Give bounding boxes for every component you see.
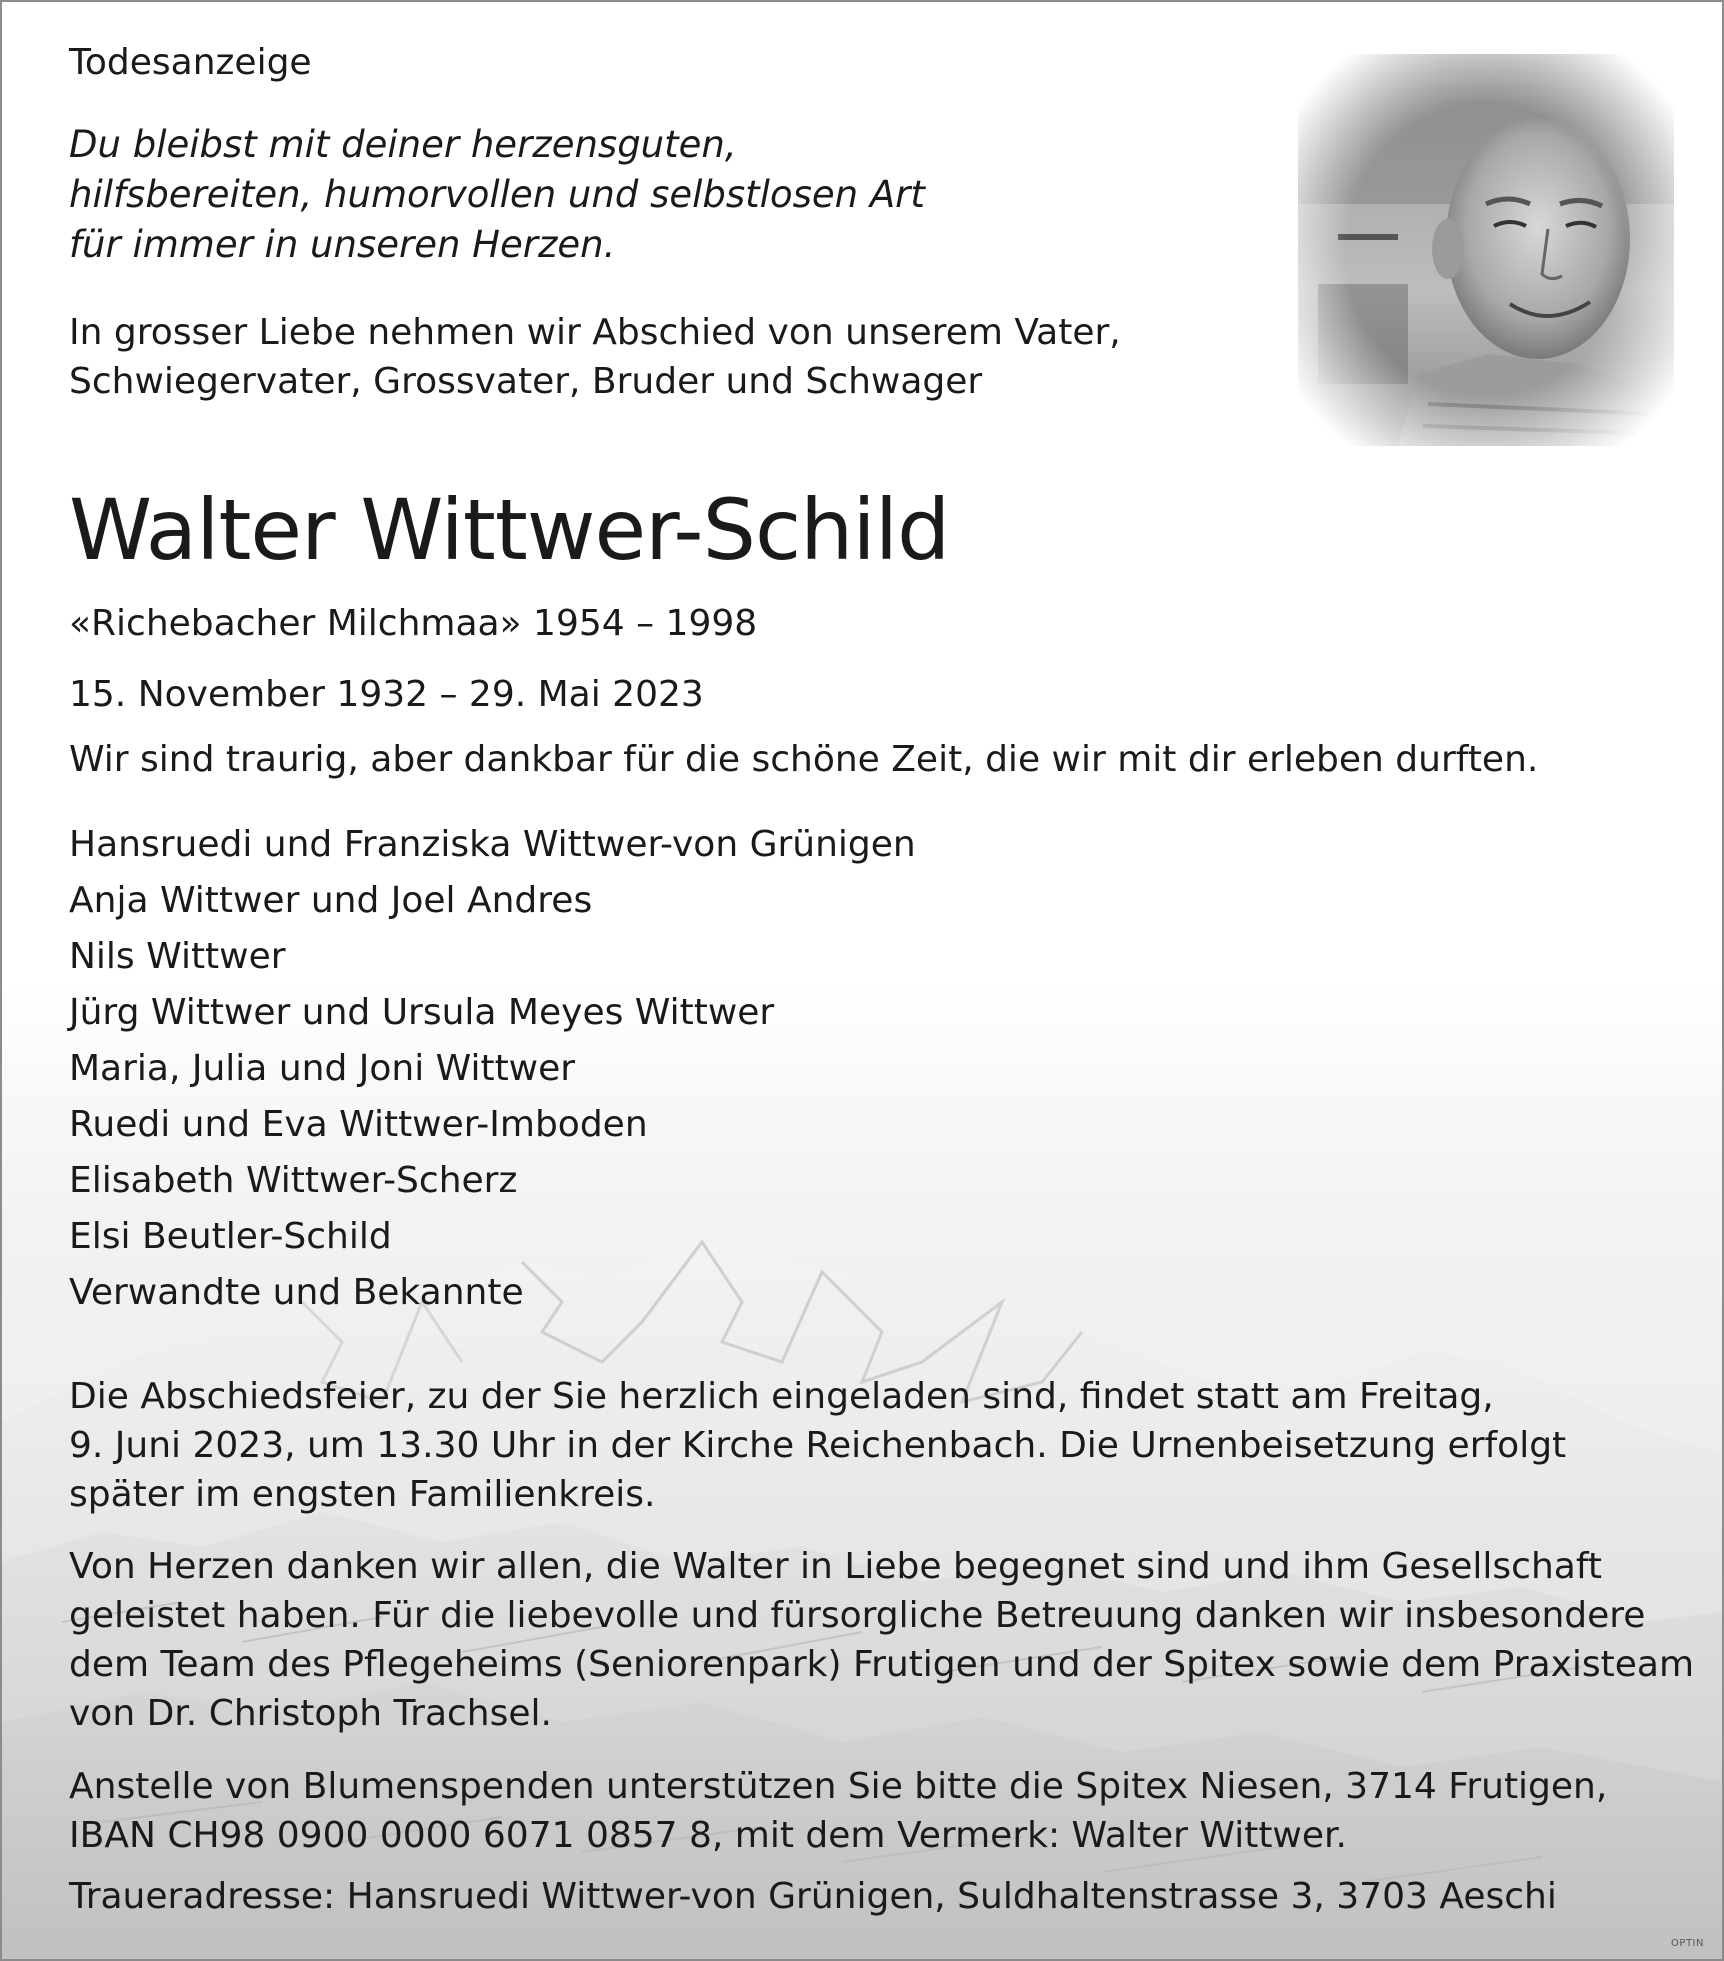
life-dates: 15. November 1932 – 29. Mai 2023 bbox=[69, 674, 704, 715]
deceased-name: Walter Wittwer-Schild bbox=[69, 481, 950, 579]
thanks-line: geleistet haben. Für die liebevolle und fürsorgliche Betreuung danken wir insbesondere bbox=[69, 1595, 1646, 1636]
mourner-item: Elisabeth Wittwer-Scherz bbox=[69, 1160, 518, 1201]
donation-paragraph bbox=[69, 1762, 1607, 1860]
nickname: «Richebacher Milchmaa» 1954 – 1998 bbox=[69, 603, 758, 644]
thanks-line: Von Herzen danken wir allen, die Walter in Liebe begegnet sind und ihm Gesellschaft bbox=[69, 1546, 1603, 1587]
notice-type: Todesanzeige bbox=[69, 42, 312, 83]
mourner-item: Maria, Julia und Joni Wittwer bbox=[69, 1048, 576, 1089]
thanks-paragraph bbox=[69, 1542, 1694, 1738]
thanks-line: dem Team des Pflegeheims (Seniorenpark) Frutigen und der Spitex sowie dem Praxisteam bbox=[69, 1644, 1695, 1685]
mourner-item: Anja Wittwer und Joel Andres bbox=[69, 880, 593, 921]
intro-line: In grosser Liebe nehmen wir Abschied von unserem Vater, bbox=[69, 312, 1121, 353]
donation-line: Anstelle von Blumenspenden unterstützen Sie bitte die Spitex Niesen, 3714 Frutigen, bbox=[69, 1766, 1608, 1807]
ceremony-line: 9. Juni 2023, um 13.30 Uhr in der Kirche Reichenbach. Die Urnenbeisetzung erfolgt bbox=[69, 1425, 1567, 1466]
mourner-item: Hansruedi und Franziska Wittwer-von Grünigen bbox=[69, 824, 916, 865]
publisher-mark: OPTIN bbox=[1671, 1938, 1704, 1949]
mourning-address: Traueradresse: Hansruedi Wittwer-von Grünigen, Suldhaltenstrasse 3, 3703 Aeschi bbox=[69, 1876, 1557, 1917]
mourners-list bbox=[69, 817, 916, 1321]
mourner-item: Nils Wittwer bbox=[69, 936, 286, 977]
mourner-item: Elsi Beutler-Schild bbox=[69, 1216, 392, 1257]
intro-line: Schwiegervater, Grossvater, Bruder und Schwager bbox=[69, 361, 983, 402]
donation-line: IBAN CH98 0900 0000 6071 0857 8, mit dem Vermerk: Walter Wittwer. bbox=[69, 1815, 1347, 1856]
mourner-item: Ruedi und Eva Wittwer-Imboden bbox=[69, 1104, 648, 1145]
thanks-line: von Dr. Christoph Trachsel. bbox=[69, 1693, 552, 1734]
motto-line: für immer in unseren Herzen. bbox=[69, 223, 616, 266]
gratitude-line: Wir sind traurig, aber dankbar für die schöne Zeit, die wir mit dir erleben durften. bbox=[69, 739, 1539, 780]
ceremony-paragraph bbox=[69, 1372, 1566, 1519]
ceremony-line: später im engsten Familienkreis. bbox=[69, 1474, 656, 1515]
ceremony-line: Die Abschiedsfeier, zu der Sie herzlich eingeladen sind, findet statt am Freitag, bbox=[69, 1376, 1494, 1417]
motto-line: hilfsbereiten, humorvollen und selbstlosen Art bbox=[69, 173, 925, 216]
intro-text bbox=[69, 308, 1121, 406]
motto-quote bbox=[69, 120, 925, 270]
motto-line: Du bleibst mit deiner herzensguten, bbox=[69, 123, 737, 166]
mourner-item: Jürg Wittwer und Ursula Meyes Wittwer bbox=[69, 992, 775, 1033]
mourner-item: Verwandte und Bekannte bbox=[69, 1272, 524, 1313]
